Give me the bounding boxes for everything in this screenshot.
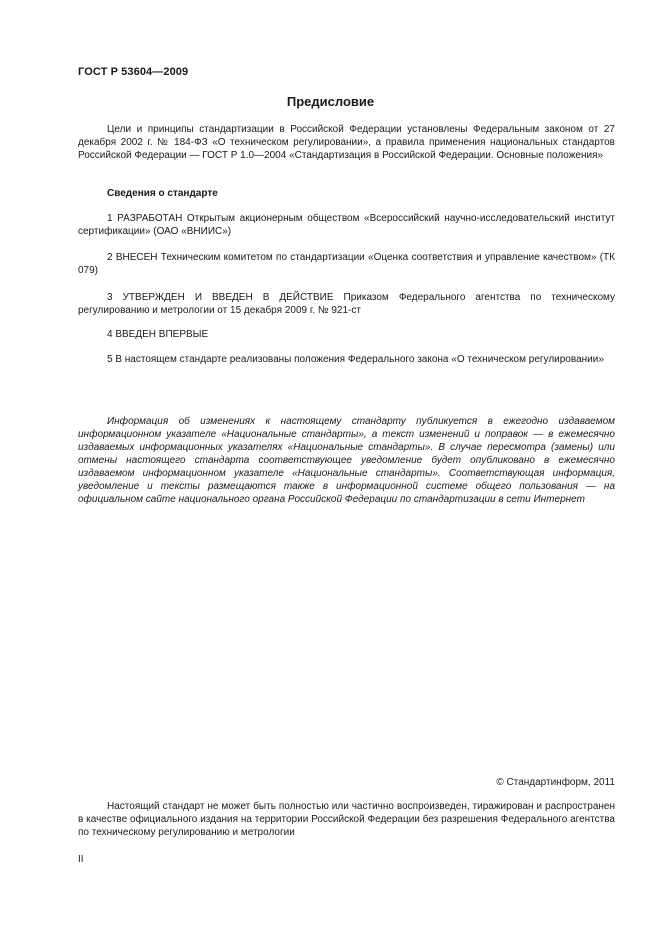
info-item-4: 4 ВВЕДЕН ВПЕРВЫЕ — [107, 329, 209, 340]
info-item-1: 1 РАЗРАБОТАН Открытым акционерным обществом «Всероссийский научно-исследовательский институт сертификации» (ОАО «ВНИИС») — [78, 213, 615, 237]
section-title: Сведения о стандарте — [107, 188, 218, 199]
info-item-3: 3 УТВЕРЖДЕН И ВВЕДЕН В ДЕЙСТВИЕ Приказом Федерального агентства по техническому регулированию и метрологии от 15 декабря 2009 г. № 921-ст — [78, 292, 615, 316]
info-item-2: 2 ВНЕСЕН Техническим комитетом по стандартизации «Оценка соответствия и управление качеством» (ТК 079) — [78, 252, 615, 276]
footer-paragraph: Настоящий стандарт не может быть полностью или частично воспроизведен, тиражирован и распространен в качестве официального издания на территории Российской Федерации без разрешения Федерального агентства по техническому регулированию и метрологии — [78, 801, 615, 838]
info-item-5: 5 В настоящем стандарте реализованы положения Федерального закона «О техническом регулировании» — [107, 354, 604, 365]
standard-code-header: ГОСТ Р 53604—2009 — [78, 66, 189, 78]
copyright-line: © Стандартинформ, 2011 — [496, 777, 615, 788]
intro-paragraph: Цели и принципы стандартизации в Российской Федерации установлены Федеральным законом от 27 декабря 2002 г. № 184-ФЗ «О техническом регулировании», а правила применения национальных стандартов Российской Федерации — ГОСТ Р 1.0—2004 «Стандартизация в Российской Федерации. Основные положения» — [78, 124, 615, 161]
page-title: Предисловие — [286, 94, 375, 109]
notice-paragraph: Информация об изменениях к настоящему стандарту публикуется в ежегодно издаваемом информационном указателе «Национальные стандарты», а текст изменений и поправок — в ежемесячно издаваемых информационных указателях «Национальные стандарты». В случае пересмотра (замены) или отмены настоящего стандарта соответствующее уведомление будет опубликовано в ежемесячно издаваемом информационном указателе «Национальные стандарты». Соответствующая информация, уведомление и тексты размещаются также в информационной системе общего пользования — на официальном сайте национального органа Российской Федерации по стандартизации в сети Интернет — [78, 416, 615, 505]
page-number: II — [78, 854, 84, 865]
